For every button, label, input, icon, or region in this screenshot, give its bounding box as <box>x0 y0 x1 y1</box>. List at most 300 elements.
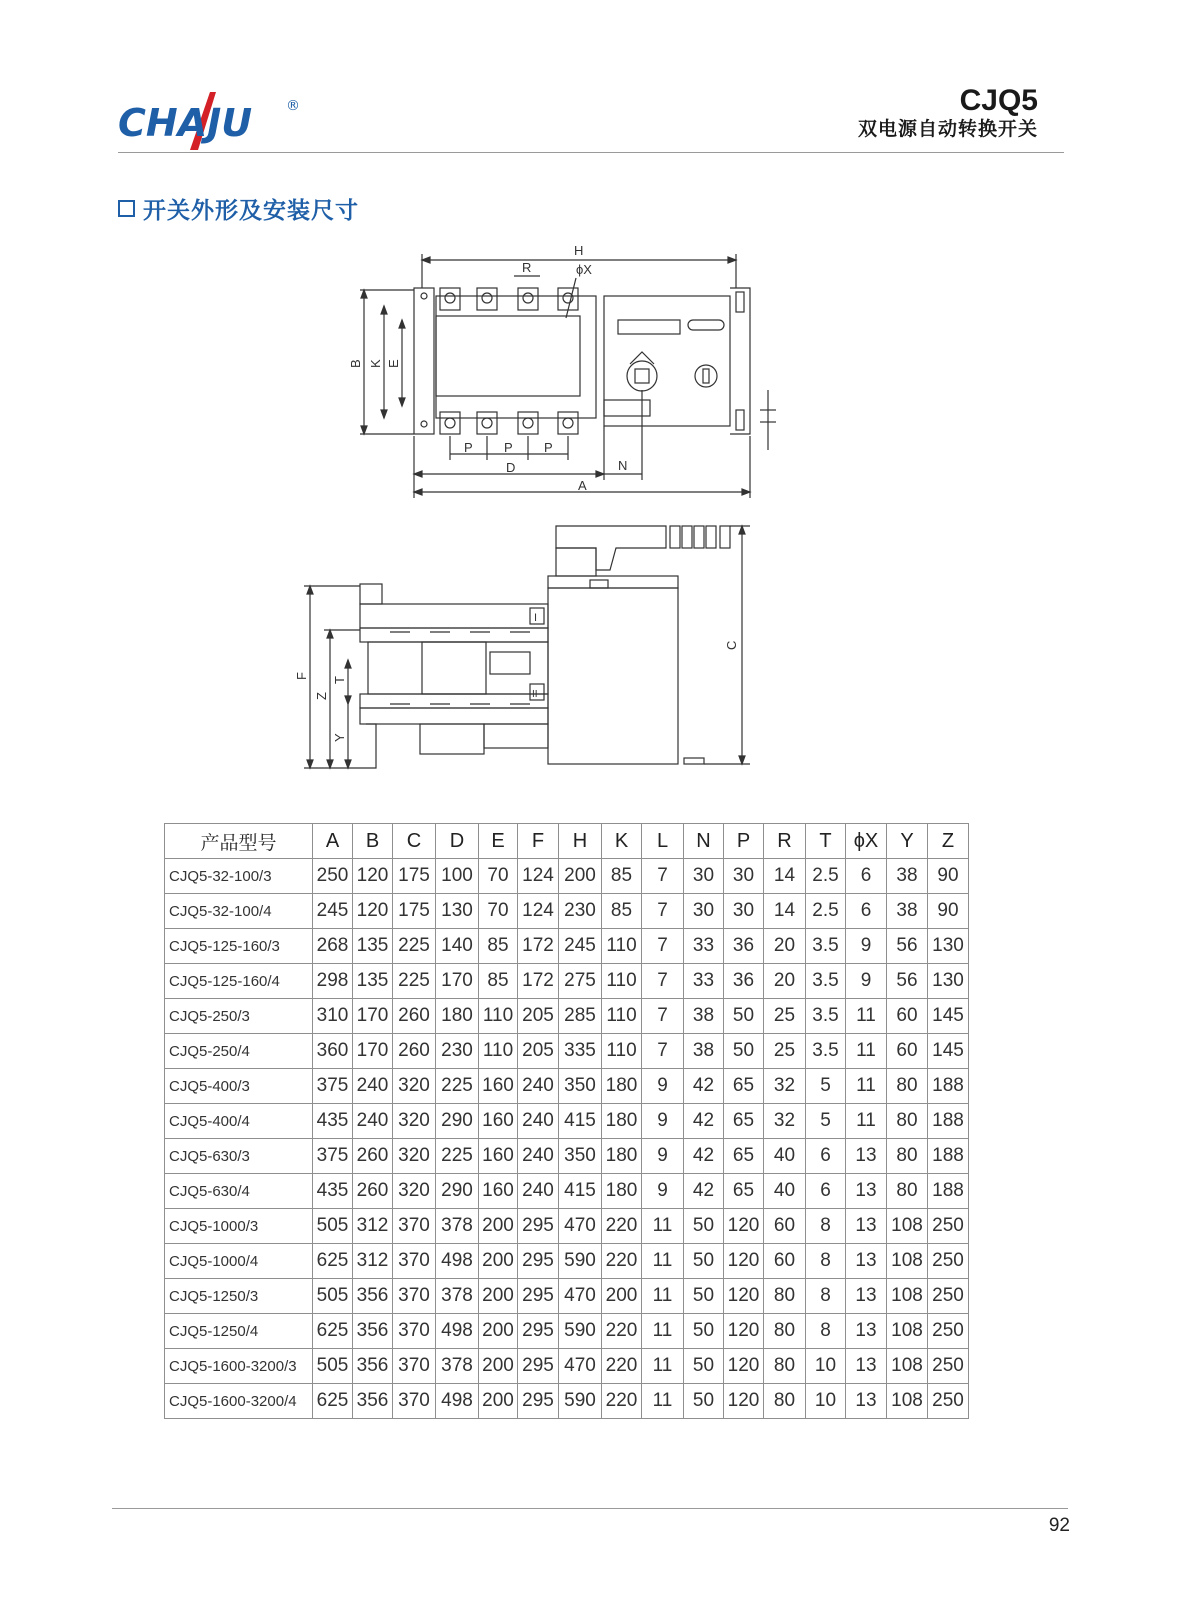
table-cell: 70 <box>479 894 518 929</box>
table-cell: 310 <box>313 999 353 1034</box>
table-cell: 370 <box>393 1384 436 1419</box>
label-a: A <box>578 478 587 493</box>
label-d: D <box>506 460 516 475</box>
label-r: R <box>522 260 532 275</box>
table-cell: 320 <box>393 1069 436 1104</box>
table-row <box>165 1209 969 1244</box>
table-cell: 505 <box>313 1279 353 1314</box>
table-cell: 30 <box>684 859 724 894</box>
table-cell: 200 <box>479 1314 518 1349</box>
table-cell: 298 <box>313 964 353 999</box>
table-cell: 13 <box>846 1279 887 1314</box>
section-title: 开关外形及安装尺寸 <box>143 197 359 223</box>
table-cell: 180 <box>602 1069 642 1104</box>
table-cell: 135 <box>353 929 393 964</box>
table-cell: 42 <box>684 1104 724 1139</box>
table-cell: 120 <box>353 894 393 929</box>
table-cell: 11 <box>846 999 887 1034</box>
table-cell: 8 <box>806 1314 846 1349</box>
table-cell: 378 <box>436 1279 479 1314</box>
table-cell: 32 <box>764 1069 806 1104</box>
table-cell: 245 <box>313 894 353 929</box>
table-cell: 240 <box>518 1104 559 1139</box>
table-cell: 7 <box>642 929 684 964</box>
table-row <box>165 1384 969 1419</box>
table-row <box>165 1174 969 1209</box>
table-cell: 230 <box>436 1034 479 1069</box>
table-cell: 6 <box>846 894 887 929</box>
table-cell: 85 <box>479 964 518 999</box>
product-subtitle: 双电源自动转换开关 <box>857 119 1038 140</box>
table-cell: 356 <box>353 1384 393 1419</box>
table-cell: 36 <box>724 929 764 964</box>
table-cell: 85 <box>602 859 642 894</box>
table-cell: 170 <box>436 964 479 999</box>
table-cell: 108 <box>887 1244 928 1279</box>
table-cell: 120 <box>724 1279 764 1314</box>
label-phi-x: ϕX <box>576 262 592 277</box>
table-cell: 5 <box>806 1069 846 1104</box>
table-cell: 110 <box>602 1034 642 1069</box>
label-y: Y <box>332 733 347 742</box>
table-cell: 250 <box>928 1244 969 1279</box>
table-cell: 470 <box>559 1279 602 1314</box>
table-cell: 160 <box>479 1069 518 1104</box>
table-row <box>165 1034 969 1069</box>
table-cell: 42 <box>684 1069 724 1104</box>
table-cell: 498 <box>436 1244 479 1279</box>
dimension-drawing <box>290 240 800 800</box>
table-cell: 220 <box>602 1314 642 1349</box>
table-cell: 108 <box>887 1209 928 1244</box>
table-cell-model: CJQ5-250/4 <box>165 1034 313 1069</box>
table-cell: 312 <box>353 1244 393 1279</box>
table-cell: 11 <box>642 1244 684 1279</box>
table-cell: 30 <box>724 859 764 894</box>
column-header-r: R <box>764 824 806 859</box>
label-t: T <box>332 676 347 684</box>
table-cell: 356 <box>353 1349 393 1384</box>
table-cell: 124 <box>518 859 559 894</box>
table-cell: 160 <box>479 1139 518 1174</box>
table-cell: 50 <box>684 1244 724 1279</box>
table-cell: 6 <box>846 859 887 894</box>
table-cell: 110 <box>479 1034 518 1069</box>
table-cell: 295 <box>518 1314 559 1349</box>
table-cell: 50 <box>684 1279 724 1314</box>
header-title-block <box>858 84 1038 142</box>
label-n: N <box>618 458 628 473</box>
table-cell: 240 <box>518 1139 559 1174</box>
table-cell: 60 <box>887 1034 928 1069</box>
table-cell: 5 <box>806 1104 846 1139</box>
table-cell: 65 <box>724 1104 764 1139</box>
table-cell-model: CJQ5-1250/3 <box>165 1279 313 1314</box>
model-code: CJQ5 <box>959 84 1038 117</box>
table-cell: 375 <box>313 1139 353 1174</box>
table-cell-model: CJQ5-1000/3 <box>165 1209 313 1244</box>
label-h: H <box>574 243 584 258</box>
table-cell: 9 <box>642 1174 684 1209</box>
table-cell: 435 <box>313 1104 353 1139</box>
label-roman-i: I <box>534 612 538 624</box>
dimension-table <box>164 823 969 1419</box>
table-cell: 225 <box>393 929 436 964</box>
table-cell: 124 <box>518 894 559 929</box>
table-cell: 50 <box>684 1314 724 1349</box>
table-cell: 375 <box>313 1069 353 1104</box>
table-row <box>165 999 969 1034</box>
table-cell-model: CJQ5-32-100/4 <box>165 894 313 929</box>
table-cell: 498 <box>436 1314 479 1349</box>
table-cell: 188 <box>928 1174 969 1209</box>
label-p-1: P <box>464 440 473 455</box>
table-cell: 120 <box>724 1384 764 1419</box>
table-cell: 370 <box>393 1209 436 1244</box>
table-cell: 8 <box>806 1209 846 1244</box>
table-cell: 356 <box>353 1279 393 1314</box>
table-cell: 30 <box>684 894 724 929</box>
table-cell: 188 <box>928 1139 969 1174</box>
table-cell: 220 <box>602 1349 642 1384</box>
table-cell-model: CJQ5-1250/4 <box>165 1314 313 1349</box>
table-cell: 32 <box>764 1104 806 1139</box>
table-cell: 295 <box>518 1349 559 1384</box>
table-cell: 60 <box>764 1209 806 1244</box>
table-cell-model: CJQ5-125-160/4 <box>165 964 313 999</box>
table-cell: 220 <box>602 1244 642 1279</box>
table-cell: 250 <box>928 1384 969 1419</box>
table-cell: 108 <box>887 1314 928 1349</box>
table-cell: 3.5 <box>806 929 846 964</box>
table-cell: 360 <box>313 1034 353 1069</box>
table-cell-model: CJQ5-400/3 <box>165 1069 313 1104</box>
table-cell: 42 <box>684 1174 724 1209</box>
table-cell: 498 <box>436 1384 479 1419</box>
table-cell: 220 <box>602 1384 642 1419</box>
table-cell: 200 <box>479 1279 518 1314</box>
table-cell: 65 <box>724 1174 764 1209</box>
table-cell: 225 <box>436 1069 479 1104</box>
table-cell: 188 <box>928 1069 969 1104</box>
table-cell: 13 <box>846 1139 887 1174</box>
table-cell: 370 <box>393 1244 436 1279</box>
table-cell: 50 <box>724 1034 764 1069</box>
table-cell: 312 <box>353 1209 393 1244</box>
table-cell: 90 <box>928 859 969 894</box>
table-cell: 2.5 <box>806 859 846 894</box>
table-cell: 56 <box>887 929 928 964</box>
table-cell-model: CJQ5-125-160/3 <box>165 929 313 964</box>
table-cell: 80 <box>764 1314 806 1349</box>
table-cell: 320 <box>393 1174 436 1209</box>
table-cell: 200 <box>602 1279 642 1314</box>
column-header-b: B <box>353 824 393 859</box>
table-cell: 470 <box>559 1349 602 1384</box>
label-roman-ii: II <box>532 689 538 700</box>
table-cell: 295 <box>518 1384 559 1419</box>
table-cell-model: CJQ5-1600-3200/4 <box>165 1384 313 1419</box>
table-cell: 13 <box>846 1384 887 1419</box>
table-cell: 65 <box>724 1139 764 1174</box>
top-terminals <box>440 288 578 310</box>
header-divider <box>118 152 1064 153</box>
label-c: C <box>724 640 739 650</box>
table-cell: 370 <box>393 1314 436 1349</box>
column-header-p: P <box>724 824 764 859</box>
table-cell: 10 <box>806 1384 846 1419</box>
table-cell: 40 <box>764 1139 806 1174</box>
table-cell: 250 <box>928 1279 969 1314</box>
table-cell: 590 <box>559 1244 602 1279</box>
label-k: K <box>368 359 383 368</box>
table-cell: 100 <box>436 859 479 894</box>
table-cell: 9 <box>642 1069 684 1104</box>
table-row <box>165 1139 969 1174</box>
table-cell: 240 <box>518 1174 559 1209</box>
table-cell: 6 <box>806 1174 846 1209</box>
table-cell: 85 <box>479 929 518 964</box>
table-cell: 240 <box>518 1069 559 1104</box>
table-cell: 80 <box>887 1069 928 1104</box>
table-cell: 625 <box>313 1244 353 1279</box>
table-cell: 80 <box>887 1104 928 1139</box>
table-cell: 70 <box>479 859 518 894</box>
table-cell: 205 <box>518 1034 559 1069</box>
table-cell: 50 <box>684 1209 724 1244</box>
table-row <box>165 1244 969 1279</box>
column-header-phi-x: ϕX <box>846 824 887 859</box>
table-cell: 13 <box>846 1244 887 1279</box>
column-header-t: T <box>806 824 846 859</box>
table-cell: 260 <box>353 1174 393 1209</box>
table-cell: 85 <box>602 894 642 929</box>
table-header-row <box>165 824 969 859</box>
table-cell: 33 <box>684 929 724 964</box>
table-cell: 145 <box>928 1034 969 1069</box>
table-cell: 80 <box>764 1384 806 1419</box>
table-cell: 13 <box>846 1314 887 1349</box>
table-cell: 370 <box>393 1279 436 1314</box>
table-row <box>165 964 969 999</box>
table-cell: 220 <box>602 1209 642 1244</box>
footer-divider <box>112 1508 1068 1509</box>
table-cell: 240 <box>353 1069 393 1104</box>
column-header-h: H <box>559 824 602 859</box>
table-cell: 260 <box>393 1034 436 1069</box>
table-row <box>165 1349 969 1384</box>
table-cell-model: CJQ5-32-100/3 <box>165 859 313 894</box>
table-row <box>165 1314 969 1349</box>
table-cell: 50 <box>724 999 764 1034</box>
table-cell: 14 <box>764 859 806 894</box>
table-cell: 80 <box>887 1174 928 1209</box>
table-cell: 120 <box>353 859 393 894</box>
table-cell: 415 <box>559 1104 602 1139</box>
table-cell: 8 <box>806 1244 846 1279</box>
column-header-c: C <box>393 824 436 859</box>
table-row <box>165 929 969 964</box>
table-cell: 3.5 <box>806 1034 846 1069</box>
table-cell: 11 <box>846 1069 887 1104</box>
table-cell: 200 <box>479 1349 518 1384</box>
side-view <box>294 526 750 768</box>
table-cell: 7 <box>642 1034 684 1069</box>
column-header-z: Z <box>928 824 969 859</box>
table-cell: 378 <box>436 1349 479 1384</box>
table-cell: 180 <box>602 1139 642 1174</box>
table-cell: 108 <box>887 1279 928 1314</box>
column-header-a: A <box>313 824 353 859</box>
top-view <box>348 243 776 498</box>
table-cell: 180 <box>602 1174 642 1209</box>
table-cell: 285 <box>559 999 602 1034</box>
table-cell: 60 <box>887 999 928 1034</box>
table-cell: 38 <box>887 859 928 894</box>
table-cell: 200 <box>479 1384 518 1419</box>
table-cell: 120 <box>724 1314 764 1349</box>
table-cell: 65 <box>724 1069 764 1104</box>
table-cell: 135 <box>353 964 393 999</box>
table-cell: 290 <box>436 1174 479 1209</box>
table-cell: 8 <box>806 1279 846 1314</box>
table-cell: 7 <box>642 999 684 1034</box>
table-cell: 625 <box>313 1384 353 1419</box>
table-cell: 60 <box>764 1244 806 1279</box>
table-cell: 290 <box>436 1104 479 1139</box>
table-cell: 320 <box>393 1139 436 1174</box>
table-cell: 470 <box>559 1209 602 1244</box>
table-cell: 80 <box>887 1139 928 1174</box>
label-f: F <box>294 672 309 680</box>
table-cell: 25 <box>764 999 806 1034</box>
table-cell: 7 <box>642 894 684 929</box>
table-cell: 80 <box>764 1349 806 1384</box>
table-cell: 11 <box>642 1384 684 1419</box>
table-cell: 33 <box>684 964 724 999</box>
label-z: Z <box>314 692 329 700</box>
column-header-e: E <box>479 824 518 859</box>
table-cell: 20 <box>764 929 806 964</box>
table-cell: 200 <box>479 1209 518 1244</box>
table-cell: 180 <box>436 999 479 1034</box>
table-cell: 120 <box>724 1244 764 1279</box>
table-cell: 295 <box>518 1209 559 1244</box>
table-cell: 356 <box>353 1314 393 1349</box>
table-row <box>165 894 969 929</box>
table-cell: 25 <box>764 1034 806 1069</box>
table-cell: 590 <box>559 1384 602 1419</box>
table-cell: 200 <box>559 859 602 894</box>
logo-wordmark: CHAJU <box>118 101 253 145</box>
table-cell: 108 <box>887 1384 928 1419</box>
table-cell: 38 <box>684 1034 724 1069</box>
table-cell: 350 <box>559 1139 602 1174</box>
table-cell: 435 <box>313 1174 353 1209</box>
table-cell: 7 <box>642 964 684 999</box>
table-cell: 13 <box>846 1174 887 1209</box>
table-cell-model: CJQ5-250/3 <box>165 999 313 1034</box>
table-cell: 225 <box>393 964 436 999</box>
table-cell: 250 <box>928 1349 969 1384</box>
table-cell: 110 <box>602 929 642 964</box>
table-cell: 2.5 <box>806 894 846 929</box>
table-cell: 295 <box>518 1244 559 1279</box>
table-cell: 130 <box>928 964 969 999</box>
table-cell: 250 <box>928 1314 969 1349</box>
table-cell: 250 <box>313 859 353 894</box>
table-cell: 175 <box>393 894 436 929</box>
table-cell: 245 <box>559 929 602 964</box>
table-cell: 240 <box>353 1104 393 1139</box>
table-cell: 11 <box>642 1209 684 1244</box>
table-cell: 230 <box>559 894 602 929</box>
label-b: B <box>348 359 363 368</box>
table-cell: 9 <box>846 929 887 964</box>
table-cell: 50 <box>684 1384 724 1419</box>
table-cell: 172 <box>518 964 559 999</box>
table-cell: 200 <box>479 1244 518 1279</box>
table-cell: 335 <box>559 1034 602 1069</box>
table-cell: 90 <box>928 894 969 929</box>
table-cell: 590 <box>559 1314 602 1349</box>
column-header-k: K <box>602 824 642 859</box>
table-cell: 3.5 <box>806 999 846 1034</box>
column-header-l: L <box>642 824 684 859</box>
table-cell: 36 <box>724 964 764 999</box>
table-cell: 320 <box>393 1104 436 1139</box>
table-cell: 110 <box>602 999 642 1034</box>
table-cell-model: CJQ5-1600-3200/3 <box>165 1349 313 1384</box>
logo-registered-mark: ® <box>286 98 300 114</box>
table-cell: 160 <box>479 1174 518 1209</box>
table-cell: 415 <box>559 1174 602 1209</box>
table-cell: 625 <box>313 1314 353 1349</box>
table-row <box>165 1104 969 1139</box>
table-cell: 11 <box>846 1104 887 1139</box>
label-e: E <box>386 359 401 368</box>
table-cell: 3.5 <box>806 964 846 999</box>
table-cell: 108 <box>887 1349 928 1384</box>
table-cell: 268 <box>313 929 353 964</box>
table-cell-model: CJQ5-400/4 <box>165 1104 313 1139</box>
checkbox-square-icon <box>118 200 135 217</box>
table-cell: 6 <box>806 1139 846 1174</box>
table-body <box>165 859 969 1419</box>
table-cell: 505 <box>313 1209 353 1244</box>
column-header-f: F <box>518 824 559 859</box>
label-p-3: P <box>544 440 553 455</box>
table-cell: 11 <box>642 1349 684 1384</box>
table-cell: 160 <box>479 1104 518 1139</box>
table-cell-model: CJQ5-630/4 <box>165 1174 313 1209</box>
column-header-y: Y <box>887 824 928 859</box>
table-cell: 50 <box>684 1349 724 1384</box>
table-cell: 30 <box>724 894 764 929</box>
table-cell: 9 <box>642 1139 684 1174</box>
table-cell: 40 <box>764 1174 806 1209</box>
table-cell: 505 <box>313 1349 353 1384</box>
table-cell: 295 <box>518 1279 559 1314</box>
table-cell: 140 <box>436 929 479 964</box>
column-header-d: D <box>436 824 479 859</box>
table-cell: 378 <box>436 1209 479 1244</box>
chaju-logo <box>118 84 308 156</box>
table-cell: 130 <box>436 894 479 929</box>
table-cell: 250 <box>928 1209 969 1244</box>
table-cell: 14 <box>764 894 806 929</box>
table-cell: 20 <box>764 964 806 999</box>
